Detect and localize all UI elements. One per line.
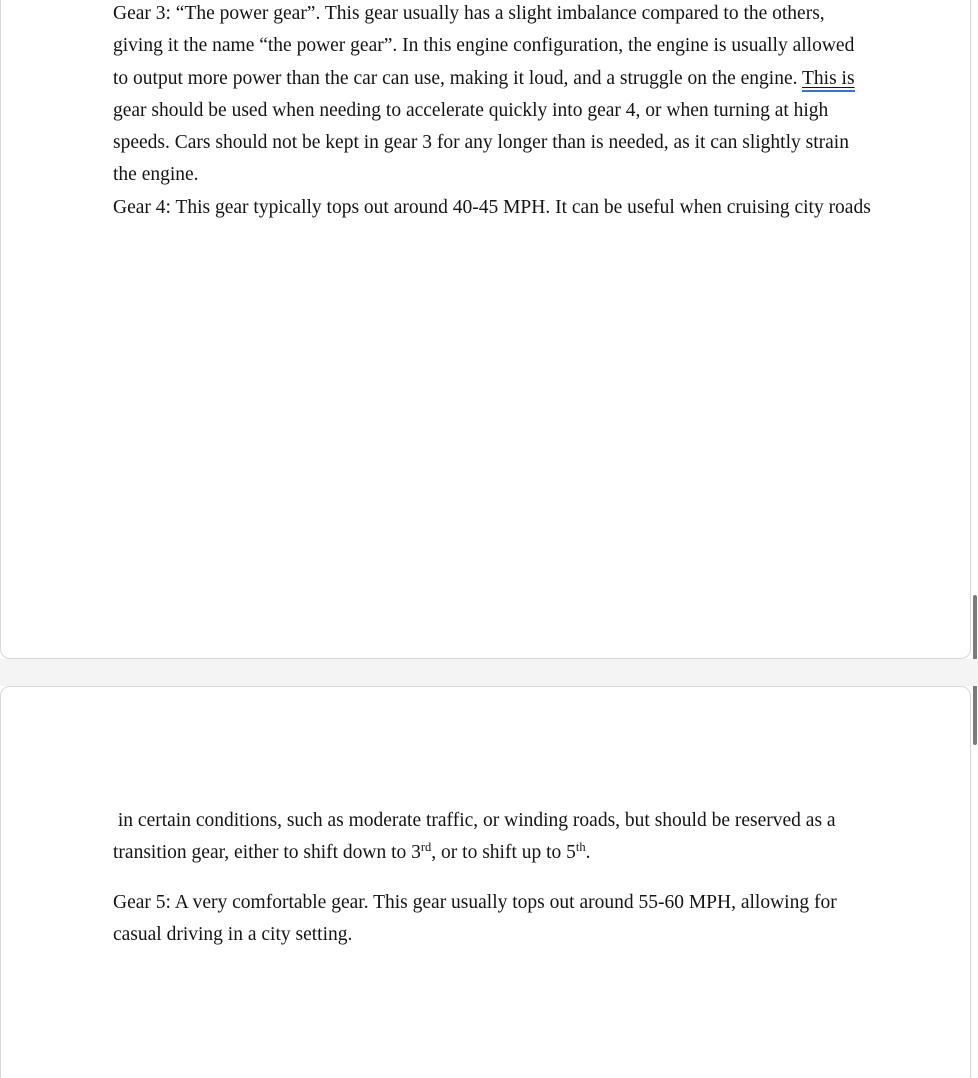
superscript-text: th <box>575 840 586 855</box>
text-segment: Gear 3: “The power gear”. This gear usually has a slight imbalance compared to the others, <box>113 3 825 24</box>
text-segment: in certain conditions, such as moderate traffic, or winding roads, but should be reserved as a <box>113 810 836 831</box>
text-line <box>113 919 837 951</box>
text-segment: speeds. Cars should not be kept in gear 3 for any longer than is needed, as it can slightly strain <box>113 132 849 154</box>
text-line <box>113 159 871 191</box>
text-segment: , or to shift up to 5 <box>431 842 576 864</box>
text-line <box>113 63 871 95</box>
text-segment: gear should be used when needing to accelerate quickly into gear 4, or when turning at high <box>113 99 829 121</box>
text-line <box>113 837 837 869</box>
paragraph <box>113 887 837 952</box>
text-line <box>113 0 871 30</box>
text-line <box>113 30 871 62</box>
text-segment: the engine. <box>113 164 199 186</box>
text-line <box>113 95 871 127</box>
paragraph <box>113 805 837 870</box>
text-line <box>113 805 837 837</box>
text-line <box>113 887 837 919</box>
text-segment: casual driving in a city setting. <box>113 923 353 945</box>
page-gap <box>0 659 978 686</box>
page-1-text <box>113 0 871 224</box>
text-segment: giving it the name “the power gear”. In this engine configuration, the engine is usually allowed <box>113 35 855 57</box>
document-page-2[interactable] <box>0 686 971 1078</box>
grammar-flagged-text[interactable]: This is <box>802 68 855 92</box>
superscript-text: rd <box>420 840 432 855</box>
text-line <box>113 127 871 159</box>
text-segment: Gear 5: A very comfortable gear. This gear usually tops out around 55-60 MPH, allowing for <box>113 891 837 913</box>
page-2-text <box>113 805 837 951</box>
text-segment: to output more power than the car can use, making it loud, and a struggle on the engine. <box>113 67 803 89</box>
text-segment: transition gear, either to shift down to 3 <box>113 842 421 864</box>
text-line <box>113 192 871 224</box>
text-segment: Gear 4: This gear typically tops out around 40-45 MPH. It can be useful when cruising city roads <box>113 196 871 218</box>
text-segment: . <box>585 842 591 864</box>
